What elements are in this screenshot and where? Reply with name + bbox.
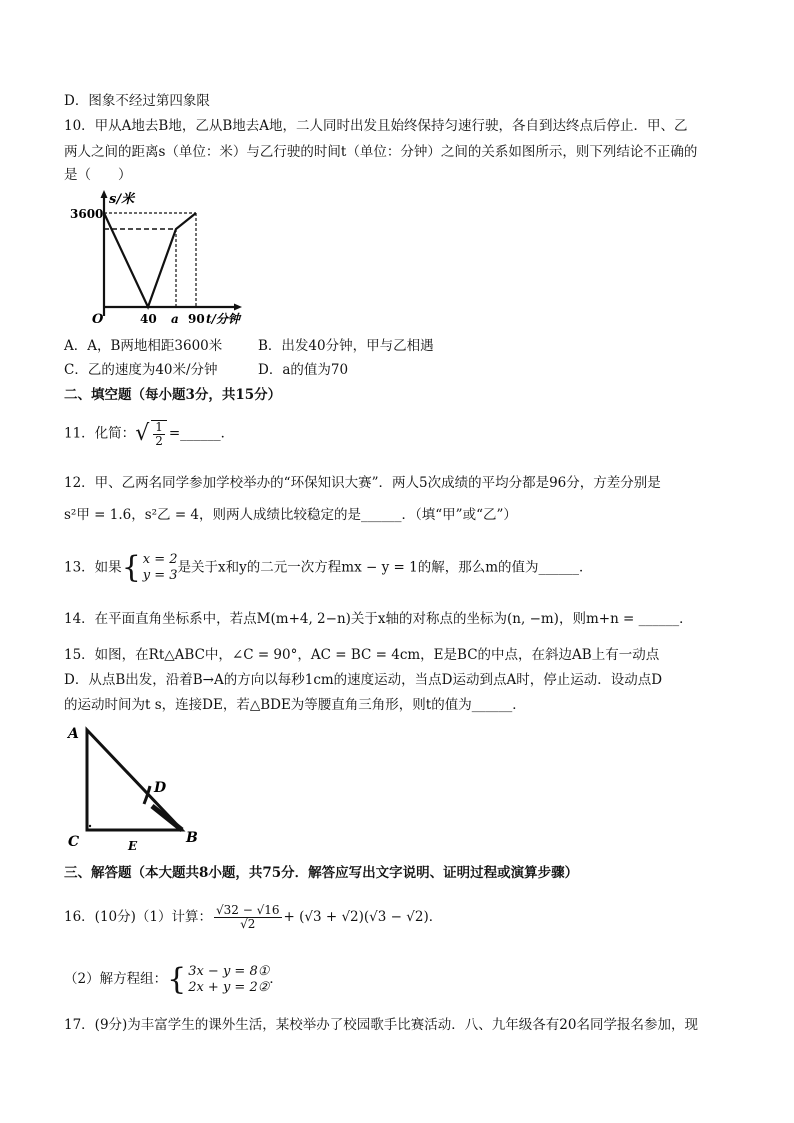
q12-text-line2: s²甲 = 1.6，s²乙 = 4，则两人成绩比较稳定的是______．（填“甲”或“乙”） xyxy=(64,507,517,523)
q10-text-line2: 两人之间的距离s（单位：米）与乙行驶的时间t（单位：分钟）之间的关系如图所示，则下列结论不正确的 xyxy=(64,144,698,160)
q13-suffix: 是关于x和y的二元一次方程mx − y = 1的解，那么m的值为______． xyxy=(177,559,593,576)
q16-numerator: √32 − √16 xyxy=(215,903,280,917)
q14: 14．在平面直角坐标系中，若点M(m+4, 2−n)关于x轴的对称点的坐标为(n, −m)，则m+n = ______． xyxy=(64,611,693,627)
q11-denominator: 2 xyxy=(155,434,163,448)
graph-y-value: 3600 xyxy=(70,207,104,221)
q13-eq1: x = 2 xyxy=(142,552,178,567)
q11-fraction xyxy=(151,420,167,448)
section3-title: 三、解答题（本大题共8小题，共75分．解答应写出文字说明、证明过程或演算步骤） xyxy=(64,865,579,881)
q16-system xyxy=(167,961,270,997)
q16-part1-rest: + (√3 + √2)(√3 − √2)． xyxy=(283,909,443,925)
q10-option-a: A．A，B两地相距3600米 xyxy=(64,338,223,354)
graph-x-tick-a: a xyxy=(171,312,179,326)
q11-prefix: 11．化简： xyxy=(64,425,136,442)
fig-label-a: A xyxy=(68,726,79,742)
q13-system xyxy=(122,552,178,584)
q15-triangle-figure xyxy=(64,722,210,852)
q16-denominator: √2 xyxy=(240,917,256,931)
graph-origin: O xyxy=(92,312,104,327)
fig-label-e: E xyxy=(128,839,138,852)
q10-text-line3: 是（ ） xyxy=(64,167,132,183)
fig-label-c: C xyxy=(68,834,80,850)
q12-text-line1: 12．甲、乙两名同学参加学校举办的“环保知识大赛”．两人5次成绩的平均分都是96分，方差分别是 xyxy=(64,475,661,491)
q15-text-line3: 的运动时间为t s，连接DE，若△BDE为等腰直角三角形，则t的值为______． xyxy=(64,697,526,713)
q16-part2 xyxy=(64,962,283,996)
q16-eq2: 2x + y = 2② xyxy=(188,979,270,995)
brace-glyph: { xyxy=(167,961,187,997)
sqrt-sign: √ xyxy=(135,421,150,446)
section2-title: 二、填空题（每小题3分，共15分） xyxy=(64,387,282,403)
q16-eq1: 3x − y = 8① xyxy=(188,963,270,979)
q16-fraction xyxy=(214,904,282,931)
q17: 17．(9分)为丰富学生的课外生活，某校举办了校园歌手比赛活动．八、九年级各有20名同学报名参加，现 xyxy=(64,1017,698,1033)
q13-eq2: y = 3 xyxy=(142,568,178,583)
q16-part2-prefix: （2）解方程组： xyxy=(64,971,168,987)
q11-numerator: 1 xyxy=(155,420,163,434)
fig-label-b: B xyxy=(186,830,198,846)
q15-text-line2: D．从点B出发，沿着B→A的方向以每秒1cm的速度运动，当点D运动到点A时，停止运动．设动点D xyxy=(64,672,663,688)
q11-suffix: =______． xyxy=(168,425,235,442)
q13-prefix: 13．如果 xyxy=(64,559,122,576)
fig-label-d: D xyxy=(154,780,167,796)
graph-y-label: s/米 xyxy=(109,192,135,207)
q10-option-c: C．乙的速度为40米/分钟 xyxy=(64,362,218,378)
q15-text-line1: 15．如图，在Rt△ABC中，∠C = 90°，AC = BC = 4cm，E是BC的中点，在斜边AB上有一动点 xyxy=(64,647,660,663)
q10-option-b: B．出发40分钟，甲与乙相遇 xyxy=(258,338,434,354)
brace-glyph: { xyxy=(121,550,141,585)
q11 xyxy=(64,420,234,448)
q10-text-line1: 10．甲从A地去B地，乙从B地去A地，二人同时出发且始终保持匀速行驶，各自到达终点后停止．甲、乙 xyxy=(64,118,688,134)
q10-option-d: D．a的值为70 xyxy=(258,362,349,378)
q10-distance-time-graph xyxy=(64,188,254,334)
q16-part1 xyxy=(64,900,442,934)
graph-x-tick-90: 90 xyxy=(188,312,205,326)
graph-x-tick-40: 40 xyxy=(140,312,157,326)
graph-x-label: t/分钟 xyxy=(206,312,240,326)
q16-part1-prefix: 16．(10分)（1）计算： xyxy=(64,909,212,925)
q13 xyxy=(64,552,593,584)
q9-option-d: D．图象不经过第四象限 xyxy=(64,93,210,109)
q16-part2-suffix: ． xyxy=(269,971,283,987)
